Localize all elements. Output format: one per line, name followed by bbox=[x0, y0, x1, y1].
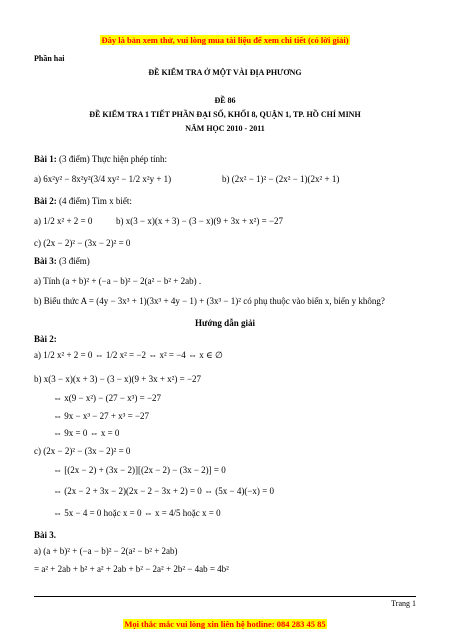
heading-4: NĂM HỌC 2010 - 2011 bbox=[185, 124, 265, 133]
solution-heading: Hướng dẫn giải bbox=[195, 318, 255, 328]
footer-divider bbox=[34, 596, 416, 597]
solution-3a-line2: = a² + 2ab + b² + a² + 2ab + b² − 2a² + 2b² − 4ab = 4b² bbox=[34, 564, 229, 574]
problem-3b: b) Biểu thức A = (4y − 3x³ + 1)(3x³ + 4y − 1) + (3x³ − 1)² có phụ thuộc vào biến x, biến y không? bbox=[34, 296, 385, 306]
solution-2c-line2: ⇔ [(2x − 2) + (3x − 2)][(2x − 2) − (3x − 2)] = 0 bbox=[53, 465, 226, 475]
problem-1a: a) 6x²y² − 8x²y²(3/4 xy² − 1/2 x²y + 1) bbox=[34, 174, 172, 184]
problem-1-header: Bài 1: (3 điểm) Thực hiện phép tính: bbox=[34, 154, 167, 164]
solution-2c-line1: c) (2x − 2)² − (3x − 2)² = 0 bbox=[34, 446, 131, 456]
solution-2c-line4: ⇔ 5x − 4 = 0 hoặc x = 0 ⇔ x = 4/5 hoặc x = 0 bbox=[53, 508, 221, 518]
solution-2-title: Bài 2: bbox=[34, 334, 57, 344]
section-label: Phần hai bbox=[34, 54, 65, 63]
solution-2b-line1: b) x(3 − x)(x + 3) − (3 − x)(9 + 3x + x²) = −27 bbox=[34, 374, 202, 384]
solution-2b-line3: ⇔ 9x − x³ − 27 + x³ = −27 bbox=[53, 411, 150, 421]
solution-2c-line3: ⇔ (2x − 2 + 3x − 2)(2x − 2 − 3x + 2) = 0 ⇔ (5x − 4)(−x) = 0 bbox=[53, 486, 274, 496]
problem-3-header: Bài 3: (3 điểm) bbox=[34, 256, 90, 266]
solution-3-title: Bài 3. bbox=[34, 530, 57, 540]
page-number: Trang 1 bbox=[391, 599, 416, 608]
heading-1: ĐỀ KIỂM TRA Ở MỘT VÀI ĐỊA PHƯƠNG bbox=[148, 68, 302, 77]
heading-2: ĐỀ 86 bbox=[214, 96, 236, 105]
header-notice: Đây là bản xem thử, vui lòng mua tài liệu để xem chi tiết (có lời giải) bbox=[101, 35, 349, 45]
solution-2b-line2: ⇔ x(9 − x²) − (27 − x³) = −27 bbox=[53, 393, 162, 403]
solution-2b-line4: ⇔ 9x = 0 ⇔ x = 0 bbox=[53, 428, 120, 438]
problem-2a: a) 1/2 x² + 2 = 0 bbox=[34, 216, 93, 226]
problem-2b: b) x(3 − x)(x + 3) − (3 − x)(9 + 3x + x²) = −27 bbox=[116, 216, 284, 226]
heading-3: ĐỀ KIỂM TRA 1 TIẾT PHẦN ĐẠI SỐ, KHỐI 8, QUẬN 1, TP. HỒ CHÍ MINH bbox=[89, 110, 361, 119]
solution-2a: a) 1/2 x² + 2 = 0 ⇔ 1/2 x² = −2 ⇔ x² = −4 ⇔ x ∈ ∅ bbox=[34, 350, 223, 360]
problem-2-header: Bài 2: (4 điểm) Tìm x biết: bbox=[34, 196, 132, 206]
problem-2c: c) (2x − 2)² − (3x − 2)² = 0 bbox=[34, 238, 131, 248]
problem-3a: a) Tính (a + b)² + (−a − b)² − 2(a² − b² + 2ab) . bbox=[34, 276, 202, 286]
solution-3a-line1: a) (a + b)² + (−a − b)² − 2(a² − b² + 2ab) bbox=[34, 546, 178, 556]
problem-1b: b) (2x² − 1)² − (2x² − 1)(2x² + 1) bbox=[222, 174, 340, 184]
footer-notice: Mọi thắc mắc vui lòng xin liên hệ hotline: 084 283 45 85 bbox=[124, 619, 326, 629]
